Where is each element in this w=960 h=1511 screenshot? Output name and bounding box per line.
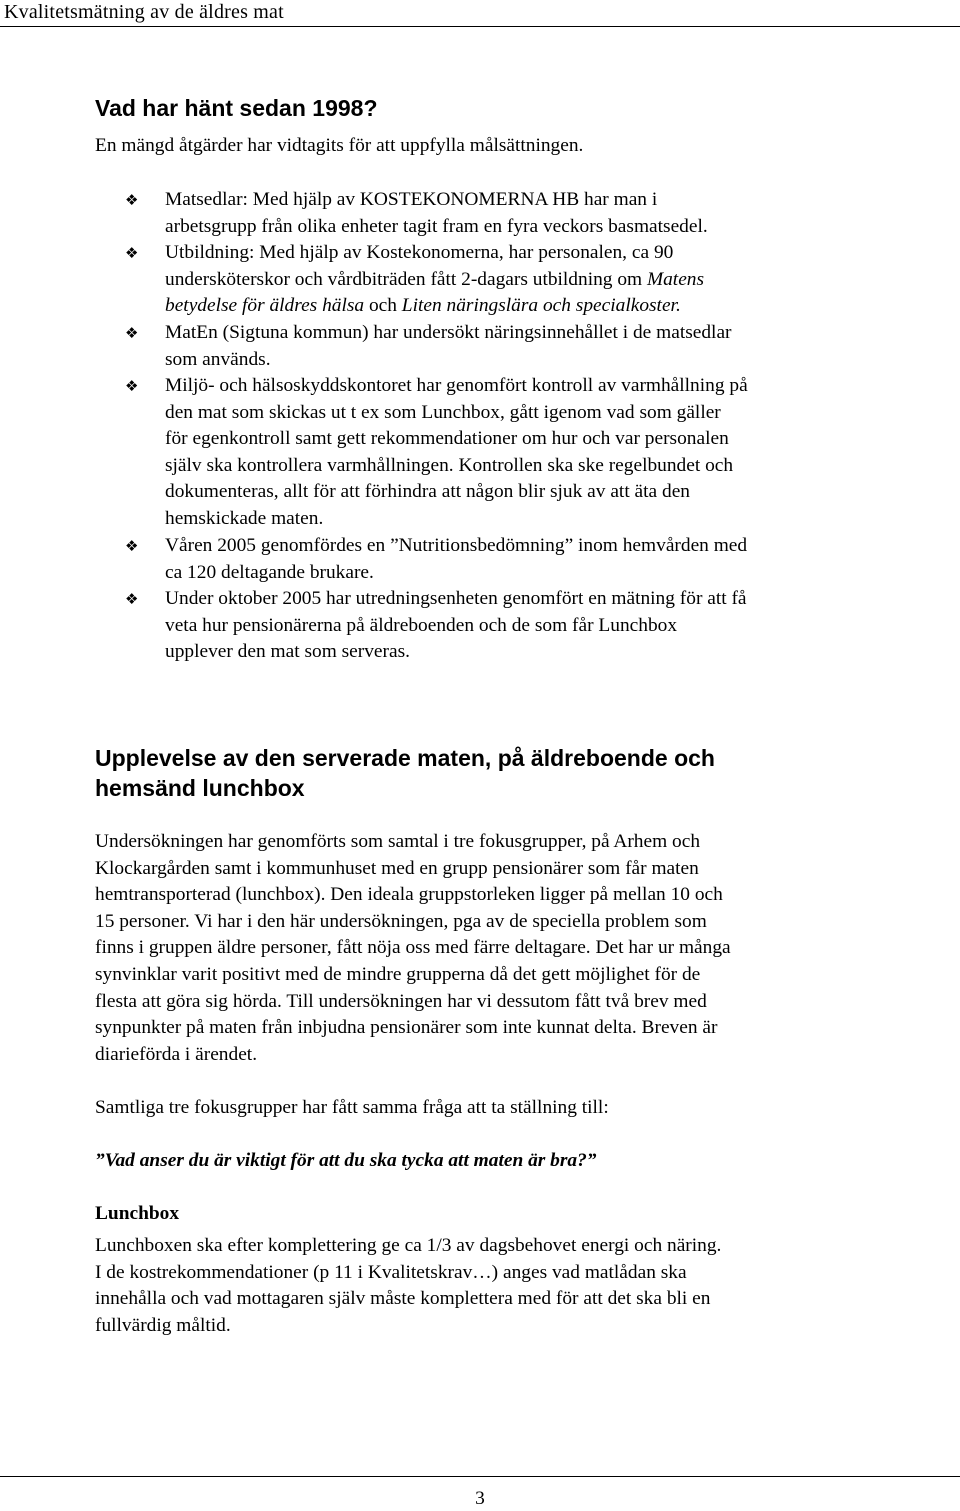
bullet-item-miljo-halsoskydd: [125, 373, 865, 533]
bullet-line: den mat som skickas ut t ex som Lunchbox, gått igenom vad som gäller: [165, 401, 721, 423]
four-diamond-bullet-icon: ❖: [125, 537, 139, 555]
paragraph-line: Klockargården samt i kommunhuset med en grupp pensionärer som får maten: [95, 857, 699, 879]
four-diamond-bullet-icon: ❖: [125, 191, 139, 209]
bullet-line: Utbildning: Med hjälp av Kostekonomerna, har personalen, ca 90: [165, 242, 674, 263]
section-heading-upplevelse: [95, 743, 715, 803]
bullet-line: Matsedlar: Med hjälp av KOSTEKONOMERNA HB har man i: [165, 189, 658, 210]
paragraph-line: flesta att göra sig hörda. Till undersökningen har vi dessutom fått två brev med: [95, 990, 707, 1012]
bullet-item-utredningsenheten: [125, 586, 865, 666]
paragraph-line: I de kostrekommendationer (p 11 i Kvalitetskrav…) anges vad matlådan ska: [95, 1261, 687, 1283]
course-title-italic: Liten näringslära och specialkoster.: [401, 295, 681, 317]
bullet-line: som används.: [165, 348, 271, 370]
bullet-line: [165, 267, 865, 294]
paragraph-line: diarieförda i ärendet.: [95, 1043, 258, 1065]
lunchbox-paragraph: [95, 1233, 875, 1339]
paragraph-line: fullvärdig måltid.: [95, 1314, 231, 1336]
paragraph-line: Lunchboxen ska efter komplettering ge ca 1/3 av dagsbehovet energi och näring.: [95, 1235, 722, 1256]
bullet-item-matsedlar: [125, 187, 865, 240]
bullet-line: hemskickade maten.: [165, 507, 324, 529]
paragraph-line: synpunkter på maten från inbjudna pensionärer som inte kunnat delta. Breven är: [95, 1017, 718, 1039]
four-diamond-bullet-icon: ❖: [125, 244, 139, 262]
heading-line: Upplevelse av den serverade maten, på äldreboende och: [95, 745, 715, 771]
question-intro: Samtliga tre fokusgrupper har fått samma fråga att ta ställning till:: [95, 1097, 609, 1118]
paragraph-line: 15 personer. Vi har i den här undersökningen, pga av de speciella problem som: [95, 910, 707, 932]
subheading-lunchbox: Lunchbox: [95, 1203, 180, 1224]
four-diamond-bullet-icon: ❖: [125, 324, 139, 342]
bullet-line: veta hur pensionärerna på äldreboenden och de som får Lunchbox: [165, 614, 678, 636]
section-heading-since-1998: Vad har hänt sedan 1998?: [95, 95, 378, 121]
paragraph-line: Undersökningen har genomförts som samtal i tre fokusgrupper, på Arhem och: [95, 831, 701, 852]
bullet-line: Miljö- och hälsoskyddskontoret har genomfört kontroll av varmhållning på: [165, 375, 748, 396]
bullet-line: själv ska kontrollera varmhållningen. Kontrollen ska ske regelbundet och: [165, 454, 734, 476]
focus-group-question: ”Vad anser du är viktigt för att du ska tycka att maten är bra?”: [95, 1150, 597, 1171]
intro-paragraph: En mängd åtgärder har vidtagits för att uppfylla målsättningen.: [95, 135, 584, 156]
bullet-line: Våren 2005 genomfördes en ”Nutritionsbedömning” inom hemvården med: [165, 535, 748, 556]
bullet-text: undersköterskor och vårdbiträden fått 2-dagars utbildning om: [165, 268, 647, 290]
method-paragraph: [95, 829, 875, 1068]
bullet-item-utbildning: [125, 240, 865, 320]
bullet-line: arbetsgrupp från olika enheter tagit fram en fyra veckors basmatsedel.: [165, 215, 708, 237]
paragraph-line: synvinklar varit positivt med de mindre grupperna då det gett möjlighet för de: [95, 963, 701, 985]
bullet-line: dokumenteras, allt för att förhindra att någon blir sjuk av att äta den: [165, 481, 690, 503]
bullet-line: [165, 293, 865, 320]
bullet-line: för egenkontroll samt gett rekommendationer om hur och var personalen: [165, 428, 729, 450]
paragraph-line: finns i gruppen äldre personer, fått nöja oss med färre deltagare. Det har ur många: [95, 937, 731, 959]
bullet-line: MatEn (Sigtuna kommun) har undersökt näringsinnehållet i de matsedlar: [165, 322, 732, 343]
header-divider: [0, 26, 960, 27]
footer-divider: [0, 1476, 960, 1477]
bullet-line: ca 120 deltagande brukare.: [165, 561, 374, 583]
four-diamond-bullet-icon: ❖: [125, 590, 139, 608]
four-diamond-bullet-icon: ❖: [125, 377, 139, 395]
paragraph-line: hemtransporterad (lunchbox). Den ideala gruppstorleken ligger på mellan 10 och: [95, 884, 723, 906]
bullet-line: Under oktober 2005 har utredningsenheten genomfört en mätning för att få: [165, 588, 747, 609]
paragraph-line: innehålla och vad mottagaren själv måste komplettera med för att det ska bli en: [95, 1288, 711, 1310]
heading-line: hemsänd lunchbox: [95, 775, 305, 801]
bullet-item-nutritionsbedomning: [125, 533, 865, 586]
course-title-italic: Matens: [646, 268, 705, 290]
bullet-text: och: [364, 295, 402, 317]
bullet-item-maten-sigtuna: [125, 320, 865, 373]
bullet-line: upplever den mat som serveras.: [165, 641, 410, 663]
document-title: Kvalitetsmätning av de äldres mat: [4, 1, 284, 23]
course-title-italic: betydelse för äldres hälsa: [165, 295, 365, 317]
page-number: 3: [475, 1488, 485, 1509]
